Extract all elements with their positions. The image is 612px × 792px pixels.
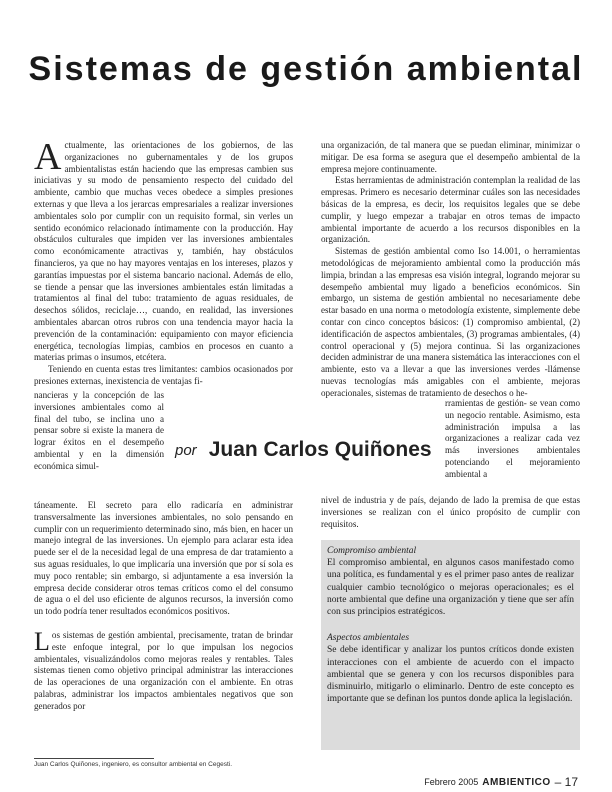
- author-name: Juan Carlos Quiñones: [208, 438, 432, 461]
- right-column-lower: [321, 495, 580, 530]
- sidebar-text-1: El compromiso ambiental, en algunos casos manifestado como una política, es fundamental y es el primer paso antes de realizar cualquier cambio tecnológico o mejoras operacionales; es el norte ambiental que define una organización y tiene que ser afín con sus principios estratégicos.: [327, 558, 574, 618]
- magazine-brand: AMBIENTICO: [482, 776, 551, 788]
- paragraph-2-rest: táneamente. El secreto para ello radicaría en administrar transversalmente las inversiones ambientales, no solo pensando en cumplir con un requerimiento determinado sino, más bien, en hacer un manejo integral de las inversiones. Un ejemplo para aclarar esta idea puede ser el de la necesidad legal de una empresa de dar tratamiento a sus aguas residuales, lo que implicaría una inversión que por sí sola es muy poco rentable; sin embargo, si adjuntamente a esa inversión la empresa decide considerar otros temas críticos como el del consumo de agua o el del uso eficiente de algunos recursos, la inversión como un todo podría tener resultados económicos positivos.: [34, 500, 293, 617]
- sidebar-heading-1: Compromiso ambiental: [327, 546, 417, 556]
- footnote-rule: [34, 758, 154, 759]
- drop-cap: A: [34, 136, 62, 178]
- issue-date: Febrero 2005: [424, 777, 479, 787]
- sidebar-box: [321, 540, 580, 750]
- paragraph-1: Actualmente, las orientaciones de los gobiernos, de las organizaciones no gubernamentales y de los grupos ambientalistas están haciendo que las empresas cambien sus iniciativas y su modo de pensamiento respecto del cuidado del ambiente, cambio que muchas veces obedece a simples presiones externas y que lleva a los jerarcas empresariales a realizar inversiones ambientales solo por cumplir con un requisito formal, sin verles un sentido económico relacionado íntimamente con la producción. Hay obstáculos culturales que impiden ver las inversiones ambientales como económicamente atractivas y, también, hay obstáculos financieros, ya que no hay mayores ventajas en los intereses, plazos y garantías impuestas por el sistema bancario nacional. Además de ello, se tiende a pensar que las inversiones ambientales están limitadas a tratamientos al final del tubo: tratamiento de aguas residuales, de desechos sólidos, reciclaje…, cuando, en realidad, las inversiones ambientales abarcan otros rubros con una tendencia mayor hacia la prevención de la contaminación: equipamiento con mayor eficiencia energética, tecnologías limpias, cambios en procesos en cuanto a materias primas o insumos, etcétera.: [34, 136, 293, 363]
- drop-cap-2: L: [34, 626, 50, 656]
- left-wrap-text: nancieras y la concepción de las inversiones ambientales como al final del tubo, se inclina uno a pensar sobre si existe la manera de lograr éxitos en el desempeño ambiental y en la dimensión económica simul-: [34, 390, 164, 471]
- paragraph-3: Los sistemas de gestión ambiental, precisamente, tratan de brindar este enfoque integral, por lo que impulsan los negocios ambientales, visualizándolos como mejoras reales y rentables. Tales sistemas tienen como objetivo principal administrar las interacciones de las operaciones de una organización con el ambiente. En otras palabras, administrar los impactos ambientales negativos que son generados por: [34, 626, 293, 711]
- paragraph-r3-rest: nivel de industria y de país, dejando de lado la premisa de que estas inversiones se realizan con el único propósito de cumplir con requisitos.: [321, 495, 580, 529]
- right-wrap-text: rramientas de gestión- se vean como un negocio rentable. Asimismo, esta administración impulsa a las organizaciones a realizar cada vez más inversiones ambientales potenciando el mejoramiento ambiental a: [445, 398, 580, 479]
- paragraph-r2: Estas herramientas de administración contemplan la realidad de las empresas. Primero es necesario determinar cuáles son las necesidades básicas de la empresa, es decir, los requisitos legales que se debe cumplir, y luego empezar a trabajar en otros temas de impacto ambiental importante de acuerdo a los recursos disponibles en la organización.: [321, 175, 580, 245]
- left-column: [34, 136, 293, 388]
- byline: [175, 430, 437, 470]
- left-column-lower: [34, 500, 293, 713]
- footnote: Juan Carlos Quiñones, ingeniero, es consultor ambiental en Cegesti.: [34, 761, 233, 768]
- paragraph-r1: una organización, de tal manera que se puedan eliminar, minimizar o mitigar. De esa forma se asegura que el desempeño ambiental de la empresa mejore continuamente.: [321, 140, 580, 174]
- folio: [424, 775, 578, 789]
- right-column: [321, 140, 580, 400]
- sidebar-text-2: Se debe identificar y analizar los puntos críticos donde existen interacciones con el ambiente de acuerdo con el impacto ambiental que se genera y con los recursos disponibles para disminuirlo, mitigarlo o eliminarlo. Dentro de este concepto es importante que se definan los puntos donde aplica la legislación.: [327, 645, 574, 705]
- page-number: – 17: [554, 775, 578, 789]
- paragraph-r3: Sistemas de gestión ambiental como Iso 14.001, o herramientas metodológicas de mejoramiento ambiental como la producción más limpia, brindan a las empresas esa visión integral, logrando mejorar su desempeño ambiental muy ligado a beneficios económicos. Sin embargo, un sistema de gestión ambiental no necesariamente debe estar basado en una norma o metodología existente, simplemente debe contar con cinco conceptos básicos: (1) compromiso ambiental, (2) identificación de aspectos ambientales, (3) programas ambientales, (4) control operacional y (5) mejora continua. Si las organizaciones deciden administrar de una manera sistemática las interacciones con el ambiente, esto va a llevar a que las inversiones verdes -llámense nuevas tecnologías más amigables con el ambiente, mejoras operacionales, sistemas de tratamiento de desechos o he-: [321, 246, 580, 398]
- paragraph-2: Teniendo en cuenta estas tres limitantes: cambios ocasionados por presiones externas, inexistencia de ventajas fi-: [34, 364, 293, 386]
- byline-por: por: [175, 441, 197, 459]
- page-title: Sistemas de gestión ambiental: [28, 50, 584, 88]
- sidebar-heading-2: Aspectos ambientales: [327, 633, 410, 644]
